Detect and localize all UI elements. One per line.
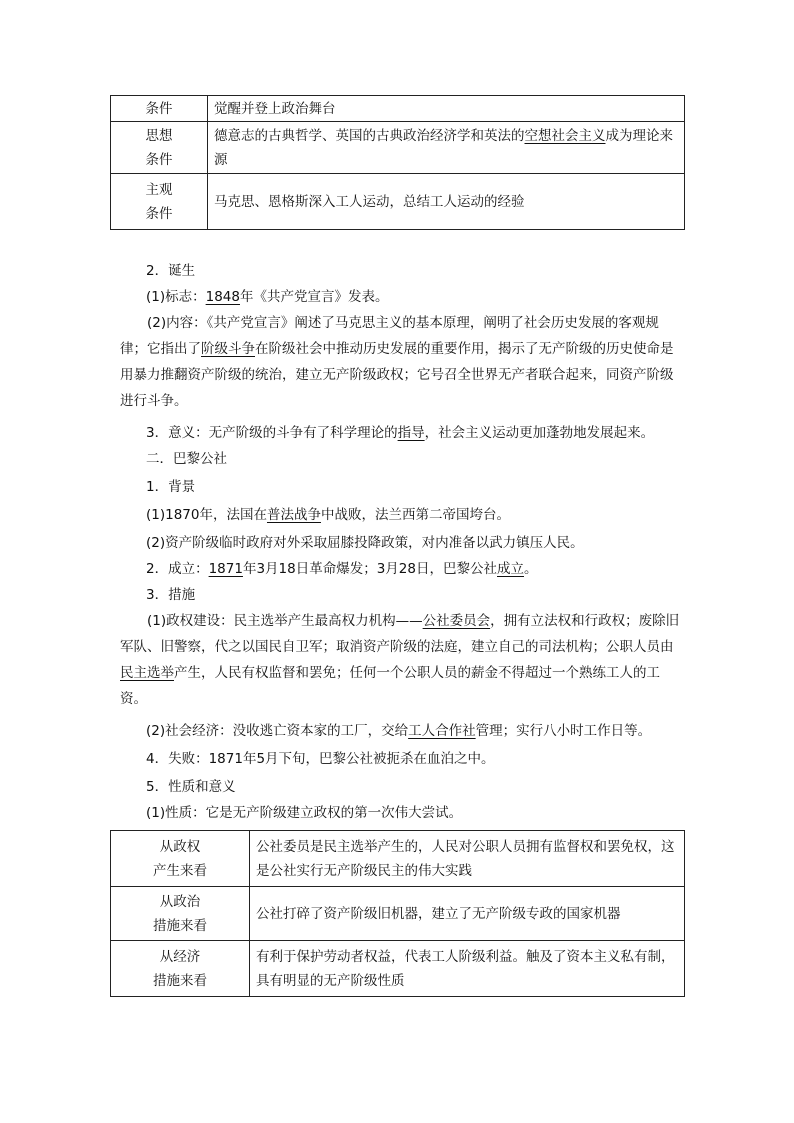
underlined-term: 工人合作社 xyxy=(408,723,476,739)
value-text: 马克思、恩格斯深入工人运动，总结工人运动的经验 xyxy=(214,193,525,210)
row-label xyxy=(111,122,208,174)
table-row xyxy=(111,887,685,941)
row-label xyxy=(111,887,250,941)
text: (1)政权建设：民主选举产生最高权力机构—— xyxy=(147,613,423,629)
underlined-term: 成立 xyxy=(497,561,524,577)
underlined-term: 指导 xyxy=(397,425,425,441)
text: 年《共产党宣言》发表。 xyxy=(239,289,389,305)
row-value xyxy=(208,174,685,230)
text: (1)标志： xyxy=(146,289,206,305)
value-text: 成为理论来源 xyxy=(214,127,673,168)
paragraph: (2)资产阶级临时政府对外采取屈膝投降政策，对内准备以武力镇压人民。 xyxy=(146,535,584,551)
value-text: 公社委员是民主选举产生的，人民对公职人员拥有监督权和罢免权，这是公社实行无产阶级民主的伟大实践 xyxy=(256,838,675,879)
row-value xyxy=(250,941,685,997)
paragraph xyxy=(146,420,654,446)
text: 产生，人民有权监督和罢免；任何一个公职人员的薪金不得超过一个熟练工人的工资。 xyxy=(120,665,660,707)
section-heading: 3．措施 xyxy=(146,587,196,603)
text: ，拥有立法权和行政权；废除旧军队、旧警察，代之以国民自卫军；取消资产阶级的法庭，建立自己的司法机构；公职人员由 xyxy=(120,613,680,655)
table-row xyxy=(111,122,685,174)
label-line: 产生来看 xyxy=(153,862,207,879)
underlined-term: 公社委员会 xyxy=(422,613,491,629)
text: 中战败，法兰西第二帝国垮台。 xyxy=(320,507,510,523)
underlined-term: 1871 xyxy=(208,561,243,577)
paragraph xyxy=(120,310,680,414)
section-heading: 5．性质和意义 xyxy=(146,779,236,795)
label-line: 从政权 xyxy=(159,838,201,855)
value-text: 有利于保护劳动者权益，代表工人阶级利益。触及了资本主义私有制，具有明显的无产阶级性质 xyxy=(256,948,675,989)
underlined-term: 民主选举 xyxy=(120,665,174,681)
row-label xyxy=(111,96,208,122)
origin-conditions-table xyxy=(110,95,685,230)
row-value xyxy=(250,887,685,941)
table-row xyxy=(111,831,685,887)
label-line: 措施来看 xyxy=(153,972,207,989)
underlined-term: 空想社会主义 xyxy=(524,127,606,144)
row-value xyxy=(208,122,685,174)
paragraph: 4．失败：1871年5月下旬，巴黎公社被扼杀在血泊之中。 xyxy=(146,751,495,767)
paragraph xyxy=(120,608,680,712)
label-line: 条件 xyxy=(145,205,173,222)
underlined-term: 1848 xyxy=(205,289,240,305)
label-line: 思想 xyxy=(145,127,173,144)
section-heading: 1．背景 xyxy=(146,479,196,495)
underlined-term: 普法战争 xyxy=(266,507,321,523)
row-label xyxy=(111,941,250,997)
label-line: 从经济 xyxy=(159,948,201,965)
text: 3．意义：无产阶级的斗争有了科学理论的 xyxy=(146,425,398,441)
section-heading: 2．诞生 xyxy=(146,263,196,279)
underlined-term: 阶级斗争 xyxy=(201,341,255,357)
value-text: 觉醒并登上政治舞台 xyxy=(214,100,336,117)
label-line: 主观 xyxy=(145,181,173,198)
text: ，社会主义运动更加蓬勃地发展起来。 xyxy=(424,425,655,441)
value-text: 公社打碎了资产阶级旧机器，建立了无产阶级专政的国家机器 xyxy=(256,905,621,922)
text: 管理；实行八小时工作日等。 xyxy=(475,723,652,739)
row-value xyxy=(250,831,685,887)
nature-significance-table xyxy=(110,830,685,997)
text: 。 xyxy=(524,561,538,577)
table-row xyxy=(111,174,685,230)
text: (2)内容：《共产党宣言》阐述了马克思主义的基本原理，阐明了社会历史发展的客观规律；它指出了 xyxy=(120,315,659,357)
paragraph xyxy=(146,718,651,744)
text: 年3月18日革命爆发；3月28日，巴黎公社 xyxy=(242,561,497,577)
value-text: 德意志的古典哲学、英国的古典政治经济学和英法的 xyxy=(214,127,525,144)
text: 2．成立： xyxy=(146,561,209,577)
label-line: 措施来看 xyxy=(153,917,207,934)
row-label xyxy=(111,831,250,887)
row-label xyxy=(111,174,208,230)
text: (2)社会经济：没收逃亡资本家的工厂，交给 xyxy=(146,723,409,739)
label-text: 条件 xyxy=(145,100,173,117)
label-line: 条件 xyxy=(145,151,173,168)
table-row xyxy=(111,96,685,122)
paragraph xyxy=(146,502,510,528)
text: 在阶级社会中推动历史发展的重要作用，揭示了无产阶级的历史使命是用暴力推翻资产阶级的统治，建立无产阶级政权；它号召全世界无产者联合起来，同资产阶级进行斗争。 xyxy=(120,341,674,409)
paragraph xyxy=(146,556,538,582)
paragraph xyxy=(146,284,388,310)
table-row xyxy=(111,941,685,997)
label-line: 从政治 xyxy=(159,893,201,910)
row-value xyxy=(208,96,685,122)
paragraph: (1)性质：它是无产阶级建立政权的第一次伟大尝试。 xyxy=(146,805,463,821)
text: (1)1870年，法国在 xyxy=(146,507,267,523)
part-heading: 二．巴黎公社 xyxy=(146,451,227,467)
